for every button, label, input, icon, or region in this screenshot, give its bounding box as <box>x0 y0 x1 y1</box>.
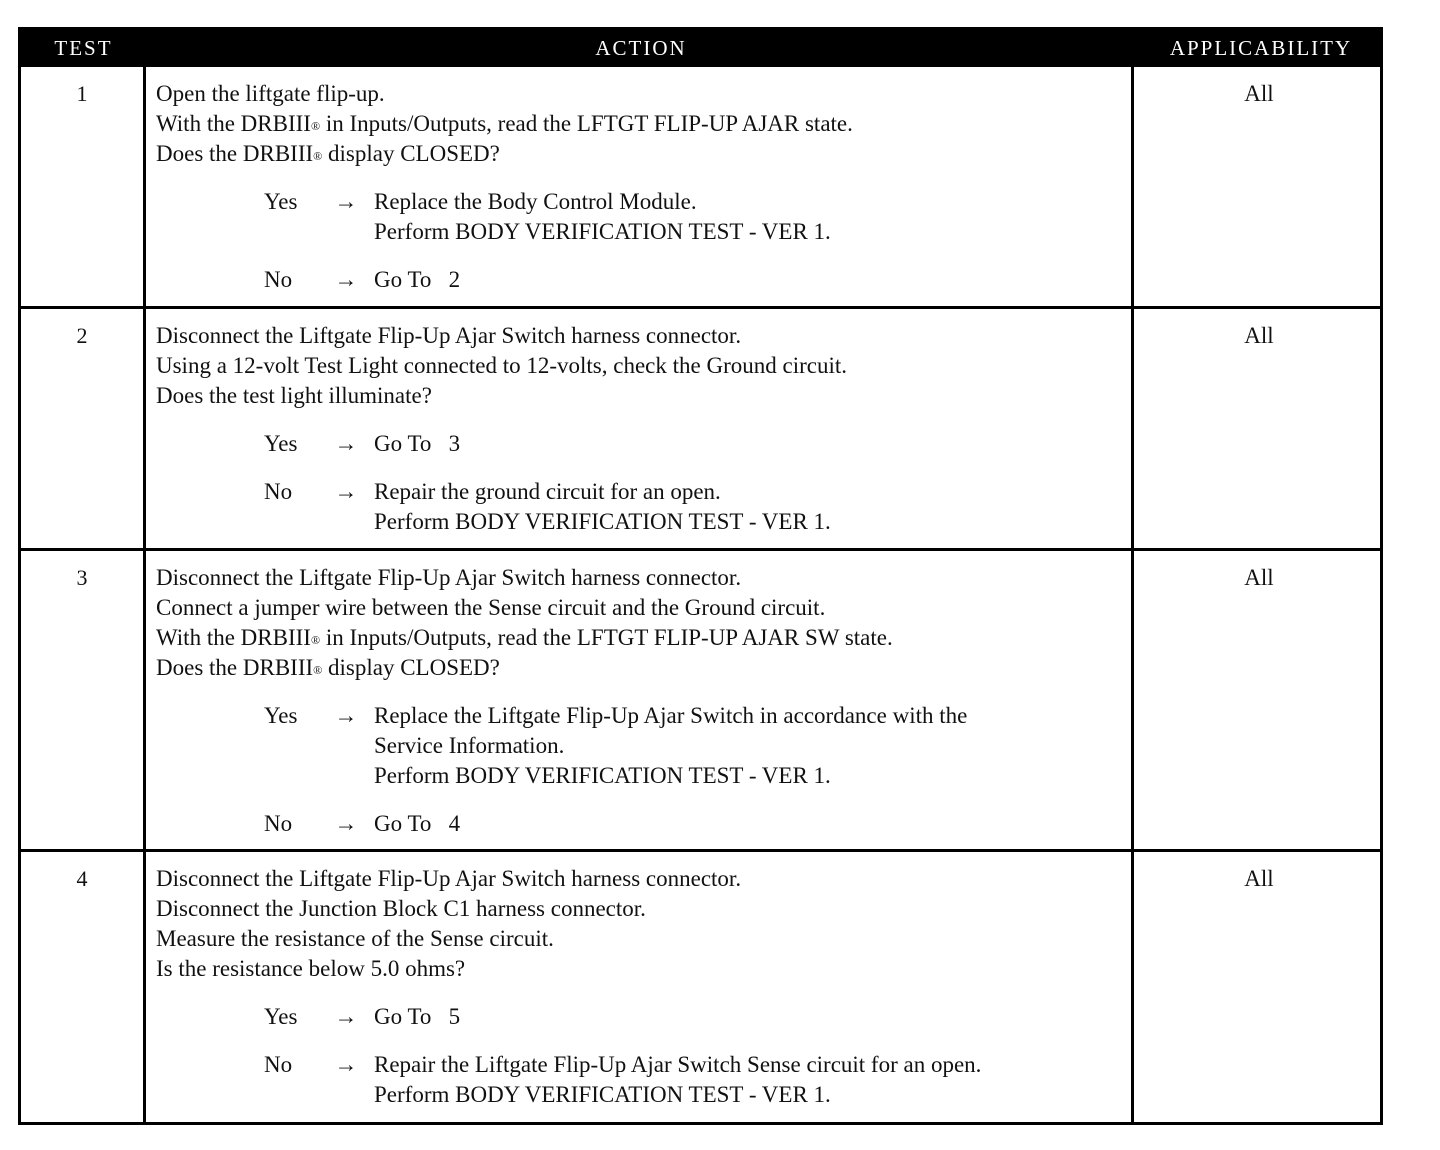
test-number: 4 <box>76 866 88 891</box>
outcome-line: Go To 5 <box>374 1004 461 1029</box>
yes-label: Yes <box>264 1004 298 1029</box>
outcome-line: Perform BODY VERIFICATION TEST - VER 1. <box>374 763 831 788</box>
action-step: With the DRBIII® in Inputs/Outputs, read the LFTGT FLIP-UP AJAR state. <box>156 111 853 136</box>
applicability-cell: All <box>1244 323 1274 348</box>
no-label: No <box>264 267 293 292</box>
yes-label: Yes <box>264 703 298 728</box>
action-step: Connect a jumper wire between the Sense circuit and the Ground circuit. <box>156 595 826 620</box>
no-outcome <box>156 809 1136 839</box>
diagnostic-test-table <box>18 27 1383 1125</box>
arrow-icon: → <box>334 1052 358 1077</box>
yes-outcome <box>156 429 1136 459</box>
test-number: 2 <box>76 323 88 348</box>
action-step: Using a 12-volt Test Light connected to 12-volts, check the Ground circuit. <box>156 353 847 378</box>
outcome-line: Go To 4 <box>374 811 461 836</box>
outcome-line: Service Information. <box>374 733 565 758</box>
no-instructions <box>374 809 1136 839</box>
yes-label: Yes <box>264 189 298 214</box>
test-number: 1 <box>76 81 88 106</box>
yes-instructions <box>374 1002 1136 1032</box>
action-step: Is the resistance below 5.0 ohms? <box>156 956 466 981</box>
table-header <box>21 27 1380 67</box>
table-row <box>21 309 1380 551</box>
no-label: No <box>264 479 293 504</box>
outcome-line: Replace the Body Control Module. <box>374 189 697 214</box>
applicability-cell: All <box>1244 866 1274 891</box>
action-cell <box>156 864 1136 1110</box>
action-step: Does the DRBIII® display CLOSED? <box>156 141 500 166</box>
action-step: Does the test light illuminate? <box>156 383 432 408</box>
header-action: ACTION <box>595 36 687 60</box>
yes-outcome <box>156 701 1136 791</box>
action-step: Disconnect the Liftgate Flip-Up Ajar Switch harness connector. <box>156 866 742 891</box>
arrow-icon: → <box>334 479 358 504</box>
yes-outcome <box>156 1002 1136 1032</box>
applicability-cell: All <box>1244 565 1274 590</box>
yes-instructions <box>374 701 1136 791</box>
outcome-line: Perform BODY VERIFICATION TEST - VER 1. <box>374 219 831 244</box>
test-number: 3 <box>76 565 88 590</box>
outcome-line: Perform BODY VERIFICATION TEST - VER 1. <box>374 509 831 534</box>
no-label: No <box>264 1052 293 1077</box>
action-cell <box>156 321 1136 537</box>
yes-instructions <box>374 187 1136 247</box>
action-step: Disconnect the Liftgate Flip-Up Ajar Switch harness connector. <box>156 323 742 348</box>
outcome-line: Go To 2 <box>374 267 461 292</box>
header-test: TEST <box>54 36 113 60</box>
action-step: Disconnect the Liftgate Flip-Up Ajar Switch harness connector. <box>156 565 742 590</box>
action-step: Does the DRBIII® display CLOSED? <box>156 655 500 680</box>
arrow-icon: → <box>334 267 358 292</box>
outcome-line: Go To 3 <box>374 431 461 456</box>
applicability-cell: All <box>1244 81 1274 106</box>
outcome-line: Replace the Liftgate Flip-Up Ajar Switch in accordance with the <box>374 703 968 728</box>
table-row <box>21 67 1380 309</box>
action-step: Measure the resistance of the Sense circuit. <box>156 926 554 951</box>
action-step: Open the liftgate flip-up. <box>156 81 385 106</box>
outcome-line: Perform BODY VERIFICATION TEST - VER 1. <box>374 1082 831 1107</box>
action-cell <box>156 563 1136 839</box>
arrow-icon: → <box>334 189 358 214</box>
arrow-icon: → <box>334 431 358 456</box>
no-outcome <box>156 265 1136 295</box>
yes-outcome <box>156 187 1136 247</box>
yes-label: Yes <box>264 431 298 456</box>
no-instructions <box>374 477 1136 537</box>
no-outcome <box>156 1050 1136 1110</box>
no-instructions <box>374 265 1136 295</box>
action-step: With the DRBIII® in Inputs/Outputs, read the LFTGT FLIP-UP AJAR SW state. <box>156 625 893 650</box>
arrow-icon: → <box>334 811 358 836</box>
header-applicability: APPLICABILITY <box>1169 36 1353 60</box>
no-outcome <box>156 477 1136 537</box>
outcome-line: Repair the Liftgate Flip-Up Ajar Switch Sense circuit for an open. <box>374 1052 982 1077</box>
no-instructions <box>374 1050 1136 1110</box>
arrow-icon: → <box>334 1004 358 1029</box>
arrow-icon: → <box>334 703 358 728</box>
action-step: Disconnect the Junction Block C1 harness connector. <box>156 896 646 921</box>
action-cell <box>156 79 1136 295</box>
table-row <box>21 852 1380 1125</box>
outcome-line: Repair the ground circuit for an open. <box>374 479 721 504</box>
yes-instructions <box>374 429 1136 459</box>
table-row <box>21 551 1380 852</box>
no-label: No <box>264 811 293 836</box>
